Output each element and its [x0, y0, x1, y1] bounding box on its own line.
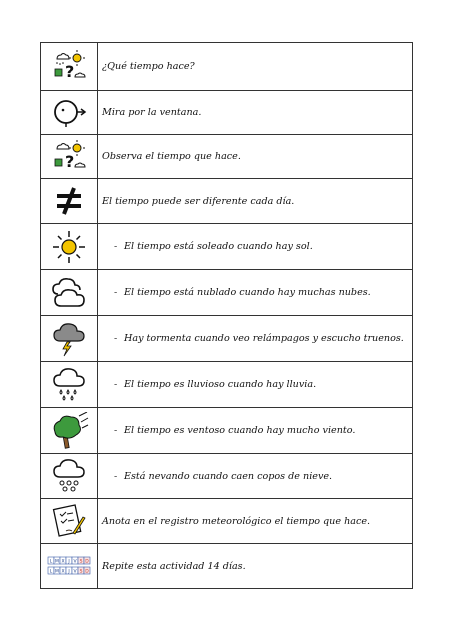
- table-row: [41, 408, 413, 454]
- calendar-day-letter: D: [85, 559, 89, 565]
- windy-tree-icon: [49, 412, 89, 450]
- icon-cell: [41, 499, 98, 544]
- row-text: Está nevando cuando caen copos de nieve.: [124, 470, 333, 482]
- instruction-text: [98, 454, 413, 499]
- calendar-day-letter: S: [79, 569, 83, 575]
- calendar-day-letter: X: [61, 559, 65, 565]
- instruction-text: [98, 224, 413, 270]
- icon-cell: [41, 454, 98, 499]
- instruction-text: [98, 270, 413, 316]
- icon-cell: [41, 408, 98, 454]
- instruction-text: [98, 408, 413, 454]
- row-text: Anota en el registro meteorológico el tiempo que hace.: [102, 515, 371, 527]
- calendar-day-letter: X: [61, 569, 65, 575]
- icon-cell: [41, 362, 98, 408]
- row-text: Repite esta actividad 14 días.: [102, 560, 246, 572]
- calendar-day-letter: M: [55, 569, 59, 575]
- icon-cell: [41, 135, 98, 179]
- row-text: ¿Qué tiempo hace?: [102, 61, 195, 72]
- calendar-day-letter: L: [49, 559, 53, 565]
- instruction-table: [40, 42, 413, 589]
- calendar-day-letter: V: [73, 569, 77, 575]
- weather-question-icon: [49, 49, 89, 85]
- bullet-dash: -: [114, 379, 118, 390]
- table-row: [41, 43, 413, 91]
- table-row: [41, 91, 413, 135]
- table-row: [41, 362, 413, 408]
- calendar-day-letter: S: [79, 559, 83, 565]
- instruction-text: [98, 179, 413, 224]
- row-text: Mira por la ventana.: [102, 107, 202, 118]
- calendar-day-letter: D: [85, 569, 89, 575]
- table-row: [41, 270, 413, 316]
- row-text: El tiempo está nublado cuando hay muchas nubes.: [124, 287, 371, 298]
- instruction-text: [98, 499, 413, 544]
- row-text: El tiempo es lluvioso cuando hay lluvia.: [124, 379, 317, 390]
- row-text: El tiempo está soleado cuando hay sol.: [124, 241, 313, 252]
- table-row: [41, 454, 413, 499]
- instruction-text: [98, 544, 413, 589]
- calendar-day-letter: J: [68, 569, 70, 575]
- bullet-dash: -: [114, 470, 118, 482]
- cloud-icon: [49, 276, 89, 310]
- instruction-text: [98, 91, 413, 135]
- svg-text:?: ?: [65, 61, 75, 81]
- icon-cell: [41, 316, 98, 362]
- icon-cell: [41, 179, 98, 224]
- row-text: El tiempo puede ser diferente cada día.: [102, 195, 295, 207]
- table-row: [41, 544, 413, 589]
- instruction-text: [98, 43, 413, 91]
- table-row: [41, 224, 413, 270]
- sun-icon: [51, 229, 87, 265]
- calendar-day-letter: M: [55, 559, 59, 565]
- calendar-day-letter: L: [49, 569, 53, 575]
- icon-cell: [41, 270, 98, 316]
- table-row: [41, 179, 413, 224]
- row-text: El tiempo es ventoso cuando hay mucho viento.: [124, 425, 356, 436]
- table-row: [41, 316, 413, 362]
- not-equal-icon: [53, 185, 85, 217]
- icon-cell: [41, 91, 98, 135]
- bullet-dash: -: [114, 287, 118, 298]
- storm-cloud-icon: [51, 321, 87, 357]
- icon-cell: [41, 43, 98, 91]
- calendar-day-letter: V: [73, 559, 77, 565]
- snow-cloud-icon: [51, 458, 87, 494]
- bullet-dash: -: [114, 333, 118, 344]
- look-window-icon: [51, 96, 87, 130]
- calendar-day-letter: J: [68, 559, 70, 565]
- table-row: [41, 135, 413, 179]
- instruction-text: [98, 316, 413, 362]
- bullet-dash: -: [114, 425, 118, 436]
- instruction-text: [98, 362, 413, 408]
- rain-cloud-icon: [51, 367, 87, 403]
- row-text: Observa el tiempo que hace.: [102, 151, 241, 162]
- icon-cell: [41, 544, 98, 589]
- row-text: Hay tormenta cuando veo relámpagos y escucho truenos.: [124, 333, 404, 344]
- icon-cell: [41, 224, 98, 270]
- calendar-grid-icon: [45, 554, 93, 578]
- weather-mix-icon: [49, 139, 89, 175]
- table-row: [41, 499, 413, 544]
- svg-text:?: ?: [65, 151, 75, 171]
- write-checklist-icon: [51, 503, 87, 539]
- bullet-dash: -: [114, 241, 118, 252]
- instruction-text: [98, 135, 413, 179]
